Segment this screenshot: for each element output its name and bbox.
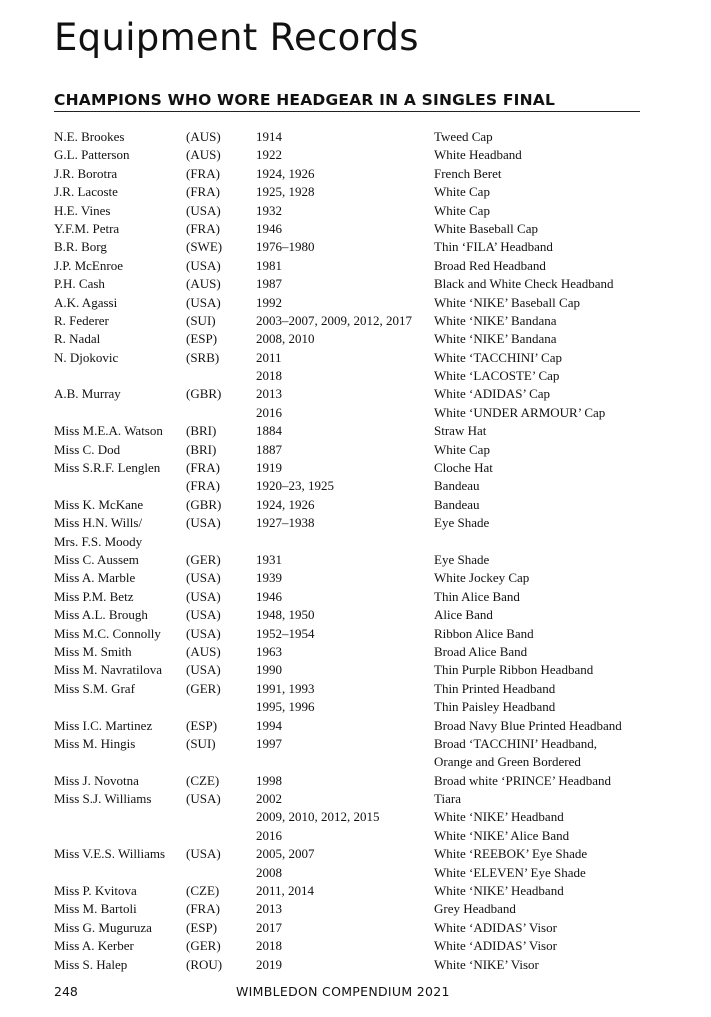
headgear-description: White ‘LACOSTE’ Cap: [434, 368, 560, 384]
page-number: 248: [54, 984, 78, 999]
nation-code: (USA): [186, 570, 221, 586]
champion-name: Miss M. Hingis: [54, 735, 136, 751]
headgear-description: Thin ‘FILA’ Headband: [434, 239, 553, 255]
headgear-description: White ‘ADIDAS’ Visor: [434, 938, 557, 954]
record-row: [54, 312, 654, 330]
record-row: [54, 514, 654, 532]
headgear-description: White ‘NIKE’ Headband: [434, 883, 564, 899]
record-row: [54, 404, 654, 422]
final-years: 1922: [256, 147, 282, 163]
record-row: [54, 808, 654, 826]
nation-code: (GER): [186, 938, 221, 954]
record-row: [54, 772, 654, 790]
final-years: 2016: [256, 827, 282, 843]
final-years: 1990: [256, 662, 282, 678]
final-years: 2005, 2007: [256, 846, 315, 862]
final-years: 1919: [256, 460, 282, 476]
record-row: [54, 459, 654, 477]
record-row: [54, 257, 654, 275]
champion-name: Miss H.N. Wills/: [54, 515, 143, 531]
headgear-description: Orange and Green Bordered: [434, 754, 581, 770]
final-years: 2008: [256, 864, 282, 880]
nation-code: (USA): [186, 625, 221, 641]
champion-name: B.R. Borg: [54, 239, 107, 255]
headgear-description: Broad Alice Band: [434, 643, 528, 659]
champion-name: Miss C. Aussem: [54, 551, 139, 567]
final-years: 1887: [256, 441, 282, 457]
headgear-description: Cloche Hat: [434, 460, 493, 476]
headgear-description: Black and White Check Headband: [434, 276, 614, 292]
final-years: 1995, 1996: [256, 699, 315, 715]
record-row: [54, 625, 654, 643]
headgear-description: Bandeau: [434, 496, 480, 512]
nation-code: (USA): [186, 791, 221, 807]
final-years: 1927–1938: [256, 515, 315, 531]
final-years: 1952–1954: [256, 625, 315, 641]
final-years: 2017: [256, 919, 282, 935]
nation-code: (USA): [186, 294, 221, 310]
final-years: 1946: [256, 588, 282, 604]
record-row: [54, 588, 654, 606]
headgear-description: White ‘NIKE’ Alice Band: [434, 827, 570, 843]
headgear-description: Thin Purple Ribbon Headband: [434, 662, 594, 678]
record-row: [54, 919, 654, 937]
final-years: 2008, 2010: [256, 331, 315, 347]
record-row: [54, 385, 654, 403]
champion-name: N. Djokovic: [54, 349, 119, 365]
champion-name: R. Federer: [54, 312, 109, 328]
final-years: 1932: [256, 202, 282, 218]
final-years: 2011, 2014: [256, 883, 315, 899]
champion-name: Miss V.E.S. Williams: [54, 846, 166, 862]
champion-name: Miss S. Halep: [54, 956, 128, 972]
nation-code: (USA): [186, 846, 221, 862]
headgear-description: White ‘NIKE’ Bandana: [434, 312, 557, 328]
record-row: [54, 717, 654, 735]
nation-code: (FRA): [186, 901, 220, 917]
nation-code: (FRA): [186, 165, 220, 181]
nation-code: (CZE): [186, 883, 220, 899]
final-years: 1884: [256, 423, 282, 439]
nation-code: (GBR): [186, 386, 222, 402]
headgear-description: Bandeau: [434, 478, 480, 494]
final-years: 1981: [256, 257, 282, 273]
headgear-description: White Cap: [434, 441, 490, 457]
headgear-description: White ‘ADIDAS’ Visor: [434, 919, 557, 935]
headgear-description: Thin Printed Headband: [434, 680, 556, 696]
champion-name: N.E. Brookes: [54, 129, 125, 144]
champion-name: P.H. Cash: [54, 276, 105, 292]
record-row: [54, 330, 654, 348]
record-row: [54, 790, 654, 808]
nation-code: (FRA): [186, 220, 220, 236]
champion-name: R. Nadal: [54, 331, 101, 347]
nation-code: (GER): [186, 680, 221, 696]
nation-code: (ESP): [186, 717, 218, 733]
champion-name: A.K. Agassi: [54, 294, 118, 310]
record-row: [54, 569, 654, 587]
nation-code: (USA): [186, 607, 221, 623]
record-row: [54, 294, 654, 312]
headgear-description: Ribbon Alice Band: [434, 625, 534, 641]
nation-code: (AUS): [186, 643, 221, 659]
final-years: 1997: [256, 735, 282, 751]
champion-name: Miss M.E.A. Watson: [54, 423, 163, 439]
headgear-description: Eye Shade: [434, 551, 490, 567]
record-row: [54, 900, 654, 918]
record-row: [54, 128, 654, 146]
nation-code: (ROU): [186, 956, 223, 972]
nation-code: (ESP): [186, 331, 218, 347]
nation-code: (BRI): [186, 423, 217, 439]
nation-code: (AUS): [186, 276, 221, 292]
final-years: 1939: [256, 570, 282, 586]
headgear-description: French Beret: [434, 165, 502, 181]
nation-code: (CZE): [186, 772, 220, 788]
headgear-description: Thin Paisley Headband: [434, 699, 556, 715]
headgear-description: Alice Band: [434, 607, 493, 623]
nation-code: (FRA): [186, 478, 220, 494]
final-years: 1924, 1926: [256, 496, 315, 512]
headgear-description: White ‘NIKE’ Bandana: [434, 331, 557, 347]
final-years: 2009, 2010, 2012, 2015: [256, 809, 380, 825]
final-years: 1924, 1926: [256, 165, 315, 181]
champion-name: Miss M.C. Connolly: [54, 625, 161, 641]
champion-name: Miss M. Smith: [54, 643, 132, 659]
headgear-description: White ‘UNDER ARMOUR’ Cap: [434, 404, 606, 420]
record-row: [54, 183, 654, 201]
record-row: [54, 533, 654, 551]
record-row: [54, 275, 654, 293]
nation-code: (USA): [186, 202, 221, 218]
record-row: [54, 606, 654, 624]
champion-name: Miss A.L. Brough: [54, 607, 148, 623]
record-row: [54, 956, 654, 974]
final-years: 2016: [256, 404, 282, 420]
champion-name: Miss K. McKane: [54, 496, 144, 512]
nation-code: (SRB): [186, 349, 220, 365]
record-row: [54, 937, 654, 955]
final-years: 2002: [256, 791, 282, 807]
record-row: [54, 661, 654, 679]
nation-code: (SWE): [186, 239, 223, 255]
headgear-description: White ‘TACCHINI’ Cap: [434, 349, 562, 365]
nation-code: (GBR): [186, 496, 222, 512]
champion-name: Miss P. Kvitova: [54, 883, 137, 899]
final-years: 2019: [256, 956, 282, 972]
nation-code: (AUS): [186, 147, 221, 163]
record-row: [54, 698, 654, 716]
headgear-description: White ‘NIKE’ Visor: [434, 956, 539, 972]
headgear-description: Broad white ‘PRINCE’ Headband: [434, 772, 612, 788]
nation-code: (USA): [186, 257, 221, 273]
final-years: 1963: [256, 643, 282, 659]
final-years: 1925, 1928: [256, 184, 315, 200]
headgear-description: White Headband: [434, 147, 522, 163]
record-row: [54, 882, 654, 900]
record-row: [54, 864, 654, 882]
final-years: 2011: [256, 349, 282, 365]
champion-name: Miss S.M. Graf: [54, 680, 135, 696]
final-years: 1946: [256, 220, 282, 236]
champion-name: Miss G. Muguruza: [54, 919, 152, 935]
final-years: 1987: [256, 276, 282, 292]
champion-name: Mrs. F.S. Moody: [54, 533, 143, 549]
final-years: 2003–2007, 2009, 2012, 2017: [256, 312, 412, 328]
headgear-description: Grey Headband: [434, 901, 516, 917]
nation-code: (USA): [186, 515, 221, 531]
section-heading: CHAMPIONS WHO WORE HEADGEAR IN A SINGLES FINAL: [54, 91, 556, 109]
final-years: 2018: [256, 368, 282, 384]
final-years: 1920–23, 1925: [256, 478, 334, 494]
nation-code: (SUI): [186, 735, 216, 751]
heading-rule: [54, 111, 640, 112]
record-row: [54, 551, 654, 569]
headgear-description: Eye Shade: [434, 515, 490, 531]
champion-name: Y.F.M. Petra: [54, 220, 120, 236]
headgear-description: White ‘ELEVEN’ Eye Shade: [434, 864, 586, 880]
headgear-description: White ‘NIKE’ Baseball Cap: [434, 294, 580, 310]
headgear-description: White Jockey Cap: [434, 570, 530, 586]
champion-name: Miss M. Navratilova: [54, 662, 162, 678]
headgear-description: Thin Alice Band: [434, 588, 520, 604]
champion-name: J.R. Lacoste: [54, 184, 118, 200]
champion-name: Miss A. Marble: [54, 570, 136, 586]
champion-name: Miss A. Kerber: [54, 938, 134, 954]
champion-name: H.E. Vines: [54, 202, 111, 218]
final-years: 1948, 1950: [256, 607, 315, 623]
final-years: 1914: [256, 129, 282, 144]
headgear-description: Broad Navy Blue Printed Headband: [434, 717, 622, 733]
headgear-description: White ‘ADIDAS’ Cap: [434, 386, 551, 402]
final-years: 1994: [256, 717, 282, 733]
champion-name: G.L. Patterson: [54, 147, 130, 163]
record-row: [54, 238, 654, 256]
champion-name: Miss S.R.F. Lenglen: [54, 460, 161, 476]
champion-name: Miss J. Novotna: [54, 772, 139, 788]
final-years: 1998: [256, 772, 282, 788]
record-row: [54, 496, 654, 514]
final-years: 2018: [256, 938, 282, 954]
record-row: [54, 202, 654, 220]
record-row: [54, 441, 654, 459]
record-row: [54, 643, 654, 661]
headgear-description: Broad Red Headband: [434, 257, 546, 273]
headgear-description: White ‘REEBOK’ Eye Shade: [434, 846, 588, 862]
final-years: 1931: [256, 551, 282, 567]
record-row: [54, 422, 654, 440]
final-years: 1976–1980: [256, 239, 315, 255]
record-row: [54, 367, 654, 385]
champion-name: A.B. Murray: [54, 386, 121, 402]
final-years: 1991, 1993: [256, 680, 315, 696]
champion-name: Miss P.M. Betz: [54, 588, 134, 604]
champion-name: J.P. McEnroe: [54, 257, 123, 273]
record-row: [54, 146, 654, 164]
nation-code: (BRI): [186, 441, 217, 457]
record-row: [54, 680, 654, 698]
champion-name: J.R. Borotra: [54, 165, 118, 181]
headgear-description: White Cap: [434, 184, 490, 200]
headgear-description: White ‘NIKE’ Headband: [434, 809, 564, 825]
nation-code: (USA): [186, 662, 221, 678]
nation-code: (SUI): [186, 312, 216, 328]
headgear-description: White Baseball Cap: [434, 220, 538, 236]
final-years: 1992: [256, 294, 282, 310]
record-row: [54, 753, 654, 771]
headgear-description: Tiara: [434, 791, 461, 807]
champion-name: Miss C. Dod: [54, 441, 121, 457]
final-years: 2013: [256, 901, 282, 917]
record-row: [54, 845, 654, 863]
headgear-description: White Cap: [434, 202, 490, 218]
nation-code: (FRA): [186, 184, 220, 200]
champion-name: Miss M. Bartoli: [54, 901, 137, 917]
record-row: [54, 735, 654, 753]
champion-name: Miss S.J. Williams: [54, 791, 152, 807]
nation-code: (AUS): [186, 129, 221, 144]
headgear-description: Tweed Cap: [434, 129, 493, 144]
footer-title: WIMBLEDON COMPENDIUM 2021: [236, 984, 450, 999]
nation-code: (GER): [186, 551, 221, 567]
final-years: 2013: [256, 386, 282, 402]
champion-name: Miss I.C. Martinez: [54, 717, 153, 733]
record-row: [54, 165, 654, 183]
headgear-description: Straw Hat: [434, 423, 487, 439]
nation-code: (USA): [186, 588, 221, 604]
record-row: [54, 477, 654, 495]
headgear-description: Broad ‘TACCHINI’ Headband,: [434, 735, 597, 751]
nation-code: (FRA): [186, 460, 220, 476]
nation-code: (ESP): [186, 919, 218, 935]
record-row: [54, 827, 654, 845]
page-title: Equipment Records: [54, 16, 419, 59]
record-row: [54, 220, 654, 238]
record-row: [54, 349, 654, 367]
records-table: [54, 128, 654, 974]
